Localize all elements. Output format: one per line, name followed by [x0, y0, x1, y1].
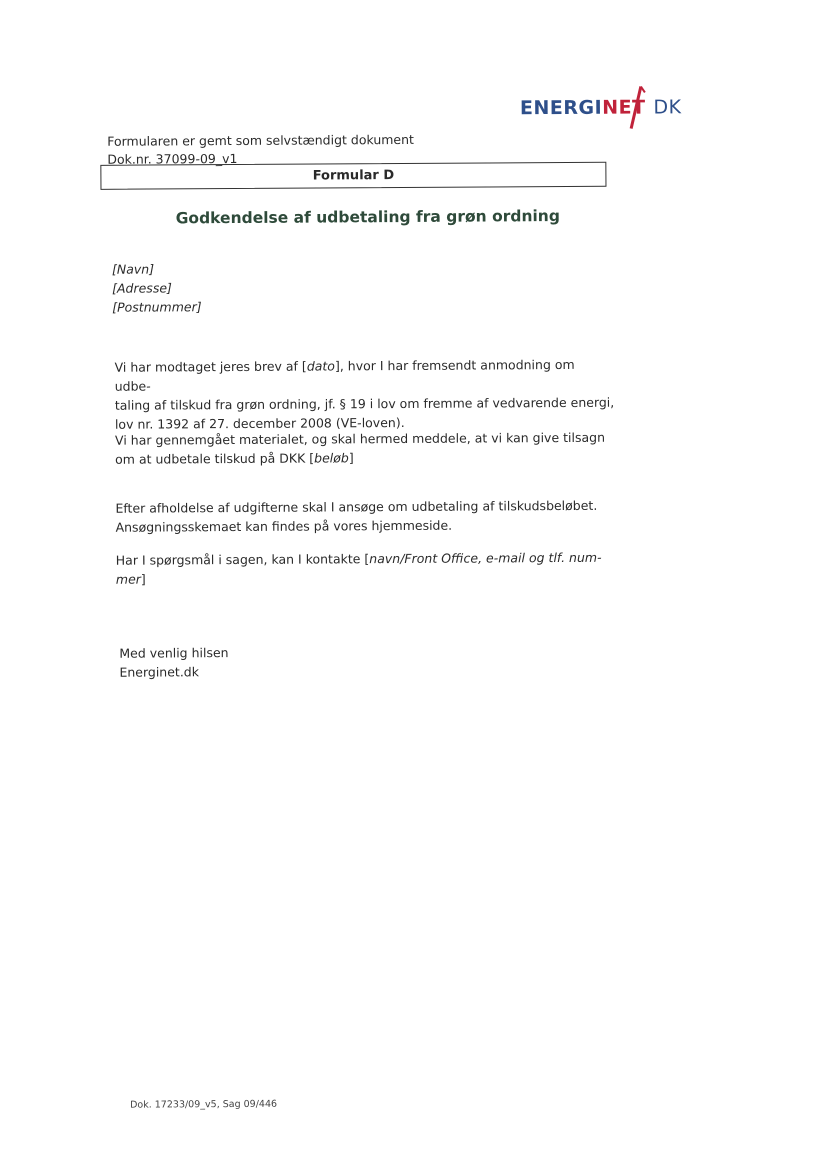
sender: Energinet.dk	[119, 662, 228, 682]
logo-slash-icon	[619, 84, 649, 130]
p2-text-a: om at udbetale tilskud på DKK [	[115, 451, 314, 467]
p1-line3: lov nr. 1392 af 27. december 2008 (VE-loven).	[115, 412, 615, 434]
header-note-text: Formularen er gemt som selvstændigt dokument	[107, 131, 414, 151]
closing	[119, 643, 228, 682]
p2-line1: Vi har gennemgået materialet, og skal hermed meddele, at vi kan give tilsagn	[115, 428, 615, 450]
p1-line1	[115, 355, 615, 396]
form-label: Formular D	[101, 167, 605, 185]
address-street: [Adresse]	[112, 278, 202, 298]
p2-text-b: ]	[349, 450, 354, 465]
p3-line1: Efter afholdelse af udgifterne skal I ansøge om udbetaling af tilskudsbeløbet.	[115, 496, 615, 518]
logo-text-net: NET	[602, 96, 645, 118]
p2-line2	[115, 447, 615, 469]
paragraph-received	[115, 355, 615, 434]
address-postal: [Postnummer]	[112, 297, 202, 317]
p2-amount-placeholder: beløb	[314, 450, 349, 465]
p3-line2: Ansøgningsskemaet kan findes på vores hjemmeside.	[115, 515, 615, 537]
recipient-address	[112, 259, 202, 317]
paragraph-application	[115, 496, 615, 537]
logo-text-energi: ENERGI	[520, 97, 602, 120]
page-title: Godkendelse af udbetaling fra grøn ordning	[176, 207, 560, 227]
p4-text-b: ]	[141, 572, 146, 587]
energinet-logo	[520, 84, 680, 131]
p4-text-a: Har I spørgsmål i sagen, kan I kontakte [	[116, 551, 370, 568]
p1-date-placeholder: dato	[307, 358, 335, 373]
address-name: [Navn]	[112, 259, 202, 279]
p4-line1	[116, 548, 616, 570]
paragraph-contact	[116, 548, 616, 589]
form-label-box	[100, 162, 606, 190]
logo-text-dk: DK	[653, 96, 681, 118]
p4-contact-placeholder: navn/Front Office, e-mail og tlf. num-	[369, 550, 601, 566]
p1-line2: taling af tilskud fra grøn ordning, jf. § 19 i lov om fremme af vedvarende energi,	[115, 393, 615, 415]
footer-doc-reference: Dok. 17233/09_v5, Sag 09/446	[130, 1099, 277, 1111]
p1-text-a: Vi har modtaget jeres brev af [	[115, 359, 307, 375]
p1-text-b: ], hvor I har fremsendt anmodning om udbe-	[115, 357, 575, 394]
logo-text	[520, 96, 682, 119]
p4-line2	[116, 567, 616, 589]
doc-number: Dok.nr. 37099-09_v1	[107, 149, 414, 169]
greeting: Med venlig hilsen	[119, 643, 228, 663]
p4-contact-placeholder-end: mer	[116, 572, 141, 587]
paragraph-approval	[115, 428, 615, 469]
